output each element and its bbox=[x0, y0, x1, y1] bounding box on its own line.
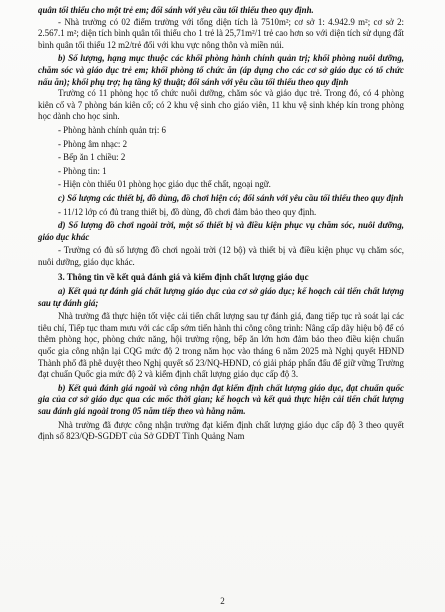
land-area-paragraph: - Nhà trường có 02 điểm trường với tổng diện tích là 7510m²; cơ sở 1: 4.942.9 m²; cơ sở 2: 2.567.1 m²; diện tích bình quân tối thiểu cho 1 trẻ là 25,71m²/1 trẻ cao hơn so với diện tích sử dụng đất bình quân tối thiểu 12 m2/trẻ đối với khu vực nông thôn và miền núi. bbox=[38, 16, 404, 50]
list-item: - Phòng hành chính quản trị: 6 bbox=[58, 124, 166, 135]
list-item: - Phòng âm nhạc: 2 bbox=[58, 138, 128, 149]
equipment-paragraph: - 11/12 lớp có đủ trang thiết bị, đồ dùng, đồ chơi đảm bảo theo quy định. bbox=[58, 206, 317, 217]
criterion-b-heading: b) Số lượng, hạng mục thuộc các khối phòng hành chính quản trị; khối phòng nuôi dưỡng, chăm sóc và giáo dục trẻ em; khối phòng tổ chức ăn (áp dụng cho các cơ sở giáo dục có tổ chức nấu ăn); khối phụ trợ; hạ tầng kỹ thuật; đối sánh với yêu cầu tối thiểu theo quy định bbox=[38, 53, 404, 87]
section-3a-heading: a) Kết quả tự đánh giá chất lượng giáo dục của cơ sở giáo dục; kế hoạch cải tiến chất lượng sau tự đánh giá; bbox=[38, 286, 404, 308]
accreditation-paragraph: Nhà trường đã được công nhận trường đạt kiểm định chất lượng giáo dục cấp độ 3 theo quyết định số 823/QĐ-SGDĐT của Sở GDĐT Tỉnh Quảng Nam bbox=[38, 419, 404, 442]
criterion-c-heading: c) Số lượng các thiết bị, đồ dùng, đồ chơi hiện có; đối sánh với yêu cầu tối thiểu theo quy định bbox=[58, 192, 404, 203]
criterion-a-tail: quân tối thiểu cho một trẻ em; đối sánh với yêu cầu tối thiểu theo quy định. bbox=[38, 5, 314, 15]
section-3b-heading: b) Kết quả đánh giá ngoài và công nhận đạt kiểm định chất lượng giáo dục, đạt chuẩn quốc gia của cơ sở giáo dục qua các mốc thời gian; kế hoạch và kết quả thực hiện cải tiến chất lượng sau đánh giá ngoài trong 05 năm tiếp theo và hằng năm. bbox=[38, 382, 404, 416]
classrooms-paragraph: Trường có 11 phòng học tổ chức nuôi dưỡng, chăm sóc và giáo dục trẻ. Trong đó, có 4 phòng kiên cố và 7 phòng bán kiên cố; có 2 khu vệ sinh cho giáo viên, 11 khu vệ sinh khép kín trong phòng học dành cho học sinh. bbox=[38, 88, 404, 122]
outdoor-toys-paragraph: - Trường có đủ số lượng đồ chơi ngoài trời (12 bộ) và thiết bị và điều kiện phục vụ chăm sóc, nuôi dưỡng, giáo dục khác. bbox=[38, 245, 404, 267]
document-body bbox=[38, 5, 404, 443]
list-item: - Phòng tin: 1 bbox=[58, 165, 107, 176]
criterion-d-heading: d) Số lượng đồ chơi ngoài trời, một số thiết bị và điều kiện phục vụ chăm sóc, nuôi dưỡng, giáo dục khác bbox=[38, 220, 404, 242]
list-item: - Bếp ăn 1 chiều: 2 bbox=[58, 152, 126, 163]
list-item: - Hiện còn thiếu 01 phòng học giáo dục thể chất, ngoại ngữ. bbox=[58, 179, 271, 190]
page-number: 2 bbox=[220, 596, 225, 606]
self-assessment-paragraph: Nhà trường đã thực hiện tốt việc cải tiến chất lượng sau tự đánh giá, đang tiếp tục rà soát lại các tiêu chí, Tiếp tục tham mưu với các cấp sớm tiến hành thi công công trình: Nâng cấp dãy hiệu bộ để có thêm phòng học, phòng chức năng, hội trường rộng, bếp ăn lớn hơn đảm bảo theo điều kiện chuẩn quốc gia công nhận lại CQG mức độ 2 trong năm học vào tháng 6 năm 2025 mà Nghị quyết HĐND Thành phố đã phê duyệt theo Nghị quyết số 23/NQ-HĐND, có giải pháp phấn đấu để giữ vững Trường đạt chuẩn Quốc gia mức độ 2 và kiểm định chất lượng giáo dục cấp độ 3. bbox=[38, 311, 404, 380]
section-3-heading: 3. Thông tin về kết quả đánh giá và kiểm định chất lượng giáo dục bbox=[58, 272, 309, 283]
